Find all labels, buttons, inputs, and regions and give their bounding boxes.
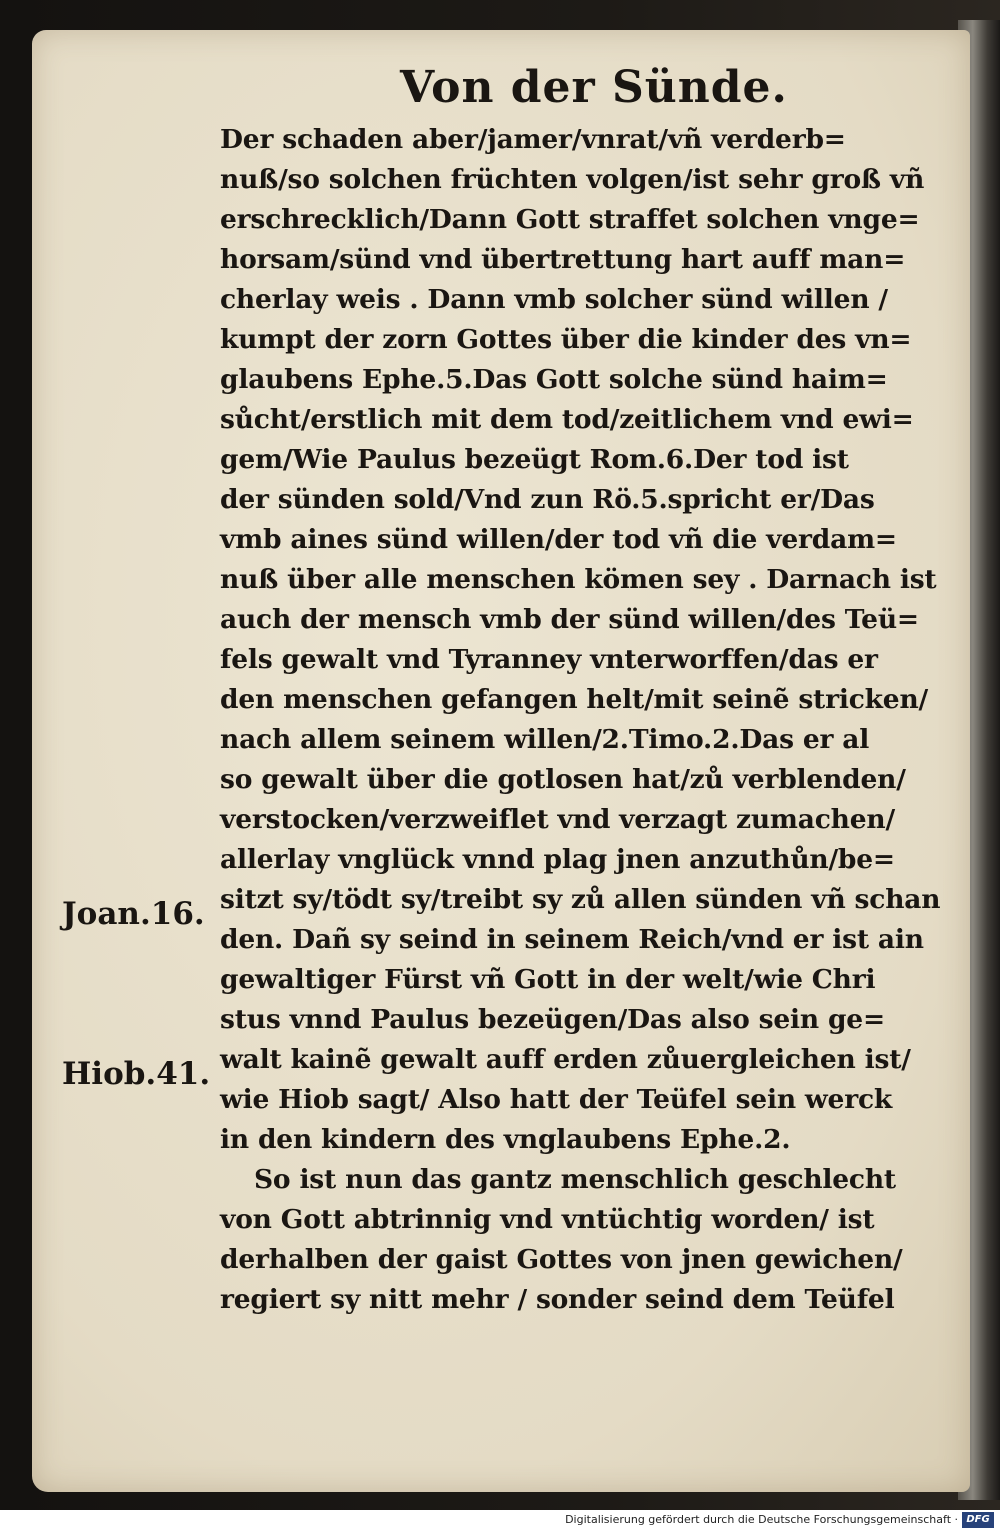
text-line: regiert sy nitt mehr / sonder seind dem Teüfel — [220, 1284, 895, 1315]
text-line: erschrecklich/Dann Gott straffet solchen vnge= — [220, 204, 920, 235]
text-line: vmb aines sünd willen/der tod vñ die verdam= — [220, 524, 897, 555]
text-line: den. Dañ sy seind in seinem Reich/vnd er ist ain — [220, 924, 924, 955]
text-line: Der schaden aber/jamer/vnrat/vñ verderb= — [220, 124, 846, 155]
body-text — [220, 120, 940, 1320]
margin-note-joan: Joan.16. — [62, 896, 205, 932]
text-line: glaubens Ephe.5.Das Gott solche sünd haim= — [220, 364, 888, 395]
text-line: cherlay weis . Dann vmb solcher sünd willen / — [220, 284, 888, 315]
funding-credit: Digitalisierung gefördert durch die Deutsche Forschungsgemeinschaft · — [565, 1513, 958, 1526]
text-line: gem/Wie Paulus bezeügt Rom.6.Der tod ist — [220, 444, 849, 475]
text-line: horsam/sünd vnd übertrettung hart auff man= — [220, 244, 906, 275]
text-line: sůcht/erstlich mit dem tod/zeitlichem vnd ewi= — [220, 404, 914, 435]
text-line: nuß über alle menschen kömen sey . Darnach ist — [220, 564, 937, 595]
text-line: verstocken/verzweiflet vnd verzagt zumachen/ — [220, 804, 895, 835]
text-line: So ist nun das gantz menschlich geschlecht — [254, 1164, 896, 1195]
text-line: sitzt sy/tödt sy/treibt sy zů allen sünden vñ schan — [220, 884, 941, 915]
text-line: nuß/so solchen früchten volgen/ist sehr groß vñ — [220, 164, 925, 195]
text-line: gewaltiger Fürst vñ Gott in der welt/wie Chri — [220, 964, 876, 995]
footer-bar — [0, 1510, 1000, 1531]
text-line: auch der mensch vmb der sünd willen/des Teü= — [220, 604, 919, 635]
margin-note-hiob: Hiob.41. — [62, 1056, 211, 1092]
text-line: in den kindern des vnglaubens Ephe.2. — [220, 1124, 791, 1155]
text-line: allerlay vnglück vnnd plag jnen anzuthůn/be= — [220, 844, 895, 875]
text-line: derhalben der gaist Gottes von jnen gewichen/ — [220, 1244, 903, 1275]
text-line: wie Hiob sagt/ Also hatt der Teüfel sein werck — [220, 1084, 893, 1115]
text-line: walt kainẽ gewalt auff erden zůuergleichen ist/ — [220, 1044, 911, 1075]
text-line: kumpt der zorn Gottes über die kinder des vn= — [220, 324, 912, 355]
text-line: stus vnnd Paulus bezeügen/Das also sein ge= — [220, 1004, 885, 1035]
text-line: nach allem seinem willen/2.Timo.2.Das er al — [220, 724, 870, 755]
dfg-logo: DFG — [962, 1512, 994, 1528]
running-head: Von der Sünde. — [400, 62, 788, 113]
text-line: von Gott abtrinnig vnd vntüchtig worden/ ist — [220, 1204, 875, 1235]
text-line: der sünden sold/Vnd zun Rö.5.spricht er/Das — [220, 484, 875, 515]
text-line: fels gewalt vnd Tyranney vnterworffen/das er — [220, 644, 878, 675]
text-line: den menschen gefangen helt/mit seinẽ stricken/ — [220, 684, 929, 715]
text-line: so gewalt über die gotlosen hat/zů verblenden/ — [220, 764, 906, 795]
